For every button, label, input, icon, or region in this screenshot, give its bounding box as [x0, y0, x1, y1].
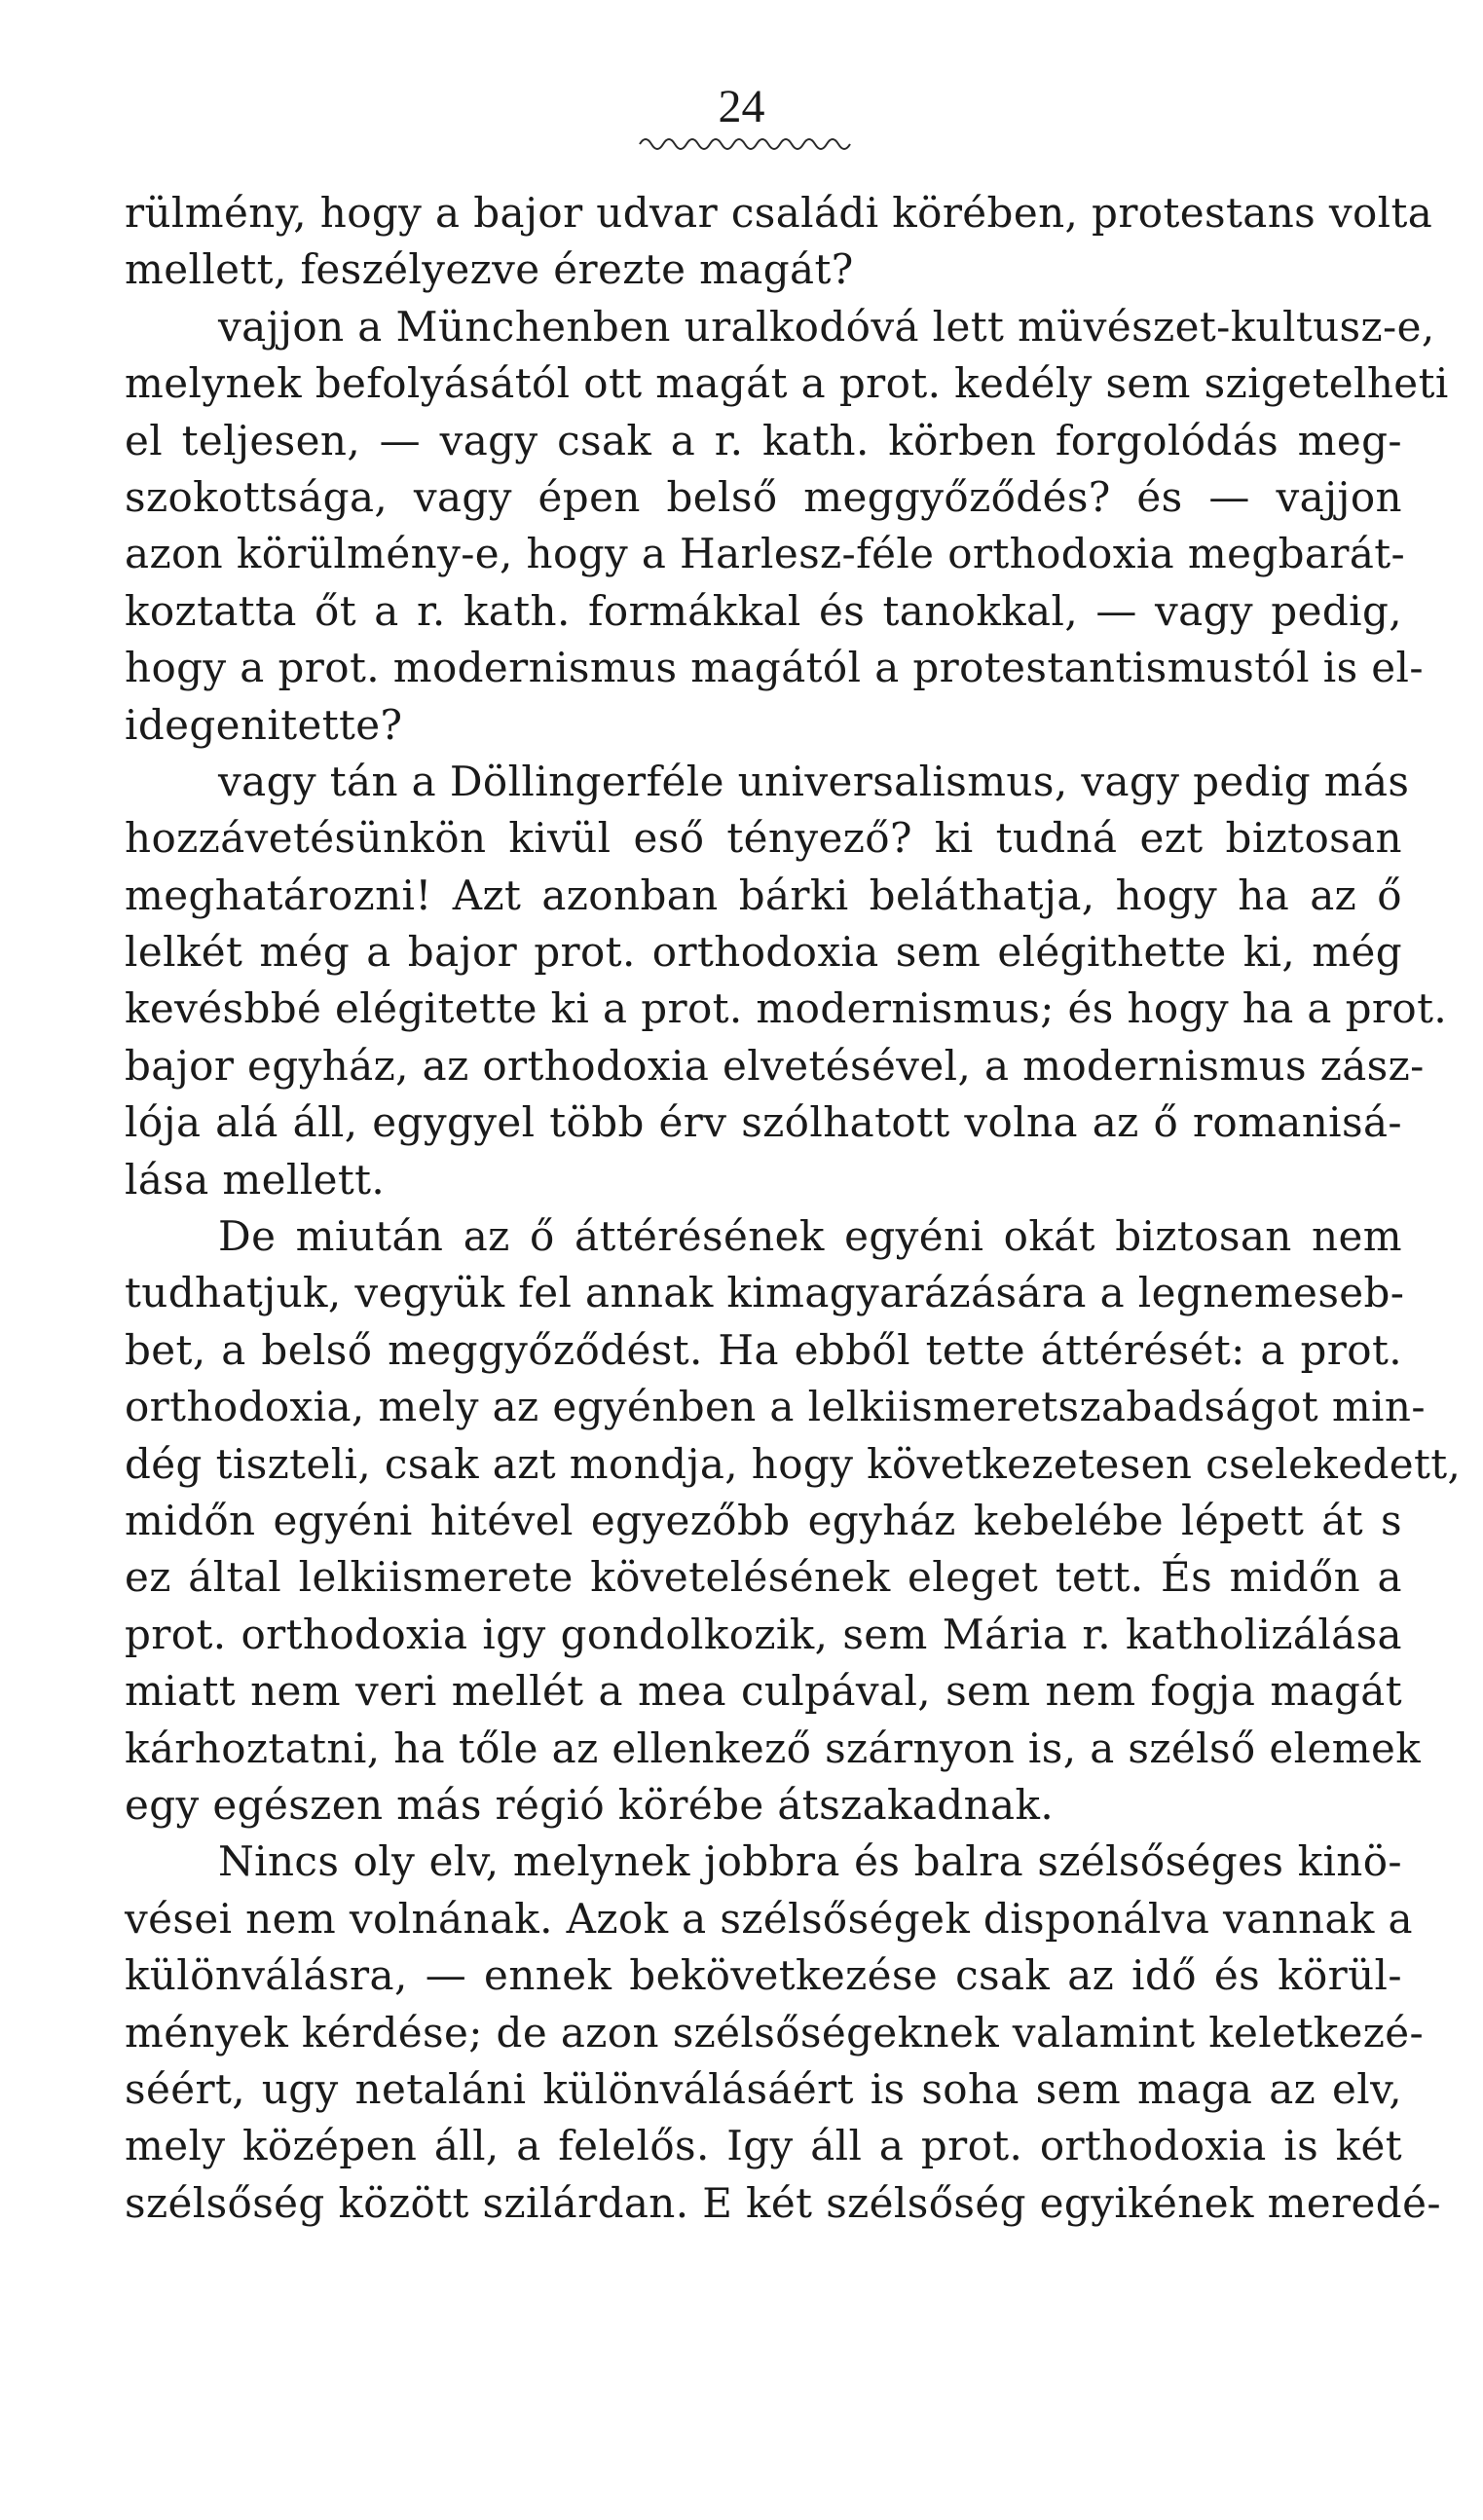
text-line: dég tiszteli, csak azt mondja, hogy következetesen cselekedett, [125, 1439, 1462, 1488]
text-line: lása mellett. [125, 1155, 386, 1204]
paragraph [125, 299, 1449, 754]
text-line: rülmény, hogy a bajor udvar családi körében, protestans volta [125, 189, 1433, 237]
text-line: ez által lelkiismerete követelésének eleget tett. És midőn a [125, 1553, 1402, 1602]
paragraph [125, 1834, 1441, 2232]
text-line: prot. orthodoxia igy gondolkozik, sem Mária r. katholizálása [125, 1610, 1402, 1658]
text-line: vagy tán a Döllingerféle universalismus, vagy pedig más [218, 757, 1410, 805]
text-line: hozzávetésünkön kivül eső tényező? ki tudná ezt biztosan [125, 814, 1402, 863]
text-line: idegenitette? [125, 700, 403, 749]
text-line: bajor egyház, az orthodoxia elvetésével, a modernismus zász- [125, 1041, 1425, 1090]
text-line: szokottsága, vagy épen belső meggyőződés? és — vajjon [125, 472, 1402, 521]
text-line: midőn egyéni hitével egyezőbb egyház kebelébe lépett át s [125, 1496, 1402, 1544]
text-line: De miután az ő áttérésének egyéni okát biztosan nem [218, 1212, 1402, 1261]
paragraph [125, 1208, 1462, 1834]
text-line: lója alá áll, egygyel több érv szólhatott volna az ő romanisá- [125, 1098, 1402, 1147]
text-line: koztatta őt a r. kath. formákkal és tanokkal, — vagy pedig, [125, 586, 1402, 635]
wavy-rule-ornament [638, 132, 852, 154]
text-line: szélsőség között szilárdan. E két szélsőség egyikének meredé- [125, 2178, 1441, 2227]
text-line: különválásra, — ennek bekövetkezése csak az idő és körül- [125, 1951, 1402, 2000]
text-line: orthodoxia, mely az egyénben a lelkiismeretszabadságot min- [125, 1383, 1426, 1431]
text-line: lelkét még a bajor prot. orthodoxia sem elégithette ki, még [125, 928, 1402, 977]
text-line: vései nem volnának. Azok a szélsőségek disponálva vannak a [125, 1894, 1413, 1943]
text-line: azon körülmény-e, hogy a Harlesz-féle orthodoxia megbarát- [125, 530, 1406, 578]
text-line: tudhatjuk, vegyük fel annak kimagyarázására a legnemeseb- [125, 1269, 1405, 1317]
text-line: mely középen áll, a felelős. Igy áll a prot. orthodoxia is két [125, 2122, 1402, 2170]
text-body [125, 185, 1462, 2232]
text-line: séért, ugy netaláni különválásáért is soha sem maga az elv, [125, 2064, 1402, 2113]
text-line: miatt nem veri mellét a mea culpával, sem nem fogja magát [125, 1667, 1402, 1716]
text-line: mellett, feszélyezve érezte magát? [125, 245, 854, 294]
text-line: melynek befolyásától ott magát a prot. kedély sem szigetelheti [125, 359, 1449, 408]
text-line: egy egészen más régió körébe átszakadnak. [125, 1780, 1055, 1829]
paragraph [125, 185, 1433, 299]
text-line: el teljesen, — vagy csak a r. kath. körben forgolódás meg- [125, 416, 1402, 464]
text-line: bet, a belső meggyőződést. Ha ebből tette áttérését: a prot. [125, 1325, 1402, 1374]
text-line: Nincs oly elv, melynek jobbra és balra szélsőséges kinö- [218, 1837, 1402, 1886]
text-line: vajjon a Münchenben uralkodóvá lett müvészet-kultusz-e, [218, 302, 1435, 351]
text-line: meghatározni! Azt azonban bárki beláthatja, hogy ha az ő [125, 871, 1402, 919]
paragraph [125, 754, 1448, 1208]
text-line: hogy a prot. modernismus magától a protestantismustól is el- [125, 644, 1424, 692]
text-line: kevésbbé elégitette ki a prot. modernismus; és hogy ha a prot. [125, 984, 1448, 1033]
page-number: 24 [718, 81, 765, 132]
text-line: mények kérdése; de azon szélsőségeknek valamint keletkezé- [125, 2008, 1425, 2057]
text-line: kárhoztatni, ha tőle az ellenkező szárnyon is, a szélső elemek [125, 1723, 1422, 1772]
